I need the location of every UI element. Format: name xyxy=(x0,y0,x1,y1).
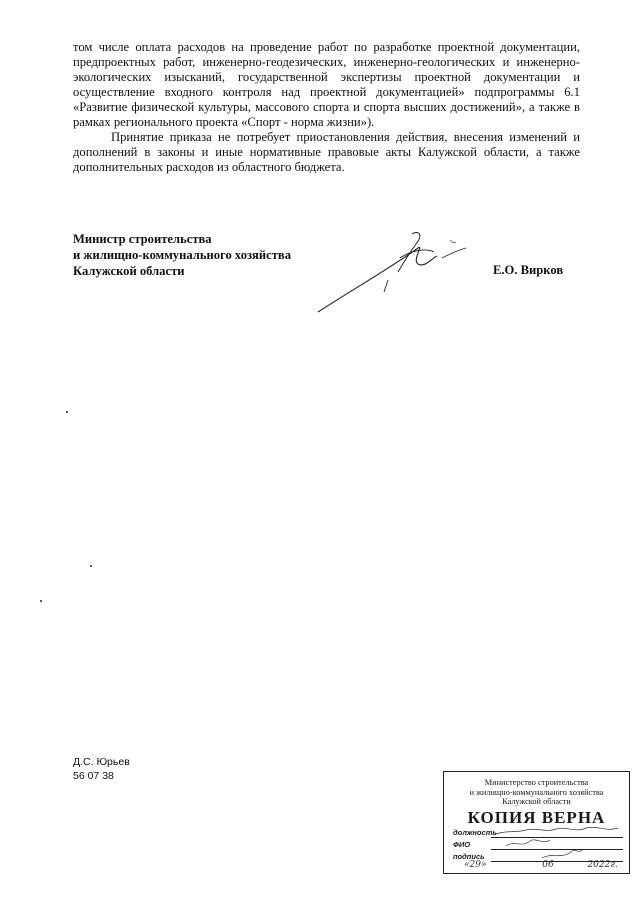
stamp-date-year-prefix: 20 xyxy=(587,860,599,870)
stamp-org-line-2: и жилищно-коммунального хозяйства xyxy=(469,787,604,797)
executor-info xyxy=(73,755,130,783)
stamp-org-line-3: Калужской области xyxy=(502,797,571,806)
signatory-title-line-1: Министр строительства xyxy=(73,232,212,246)
copy-certified-stamp xyxy=(443,771,630,874)
stamp-date-suffix: г. xyxy=(610,860,618,870)
signatory-title-line-3: Калужской области xyxy=(73,264,185,278)
stamp-heading: КОПИЯ ВЕРНА xyxy=(467,807,606,827)
scan-speck xyxy=(90,565,92,567)
executor-name: Д.С. Юрьев xyxy=(73,756,130,768)
signatory-name: Е.О. Вирков xyxy=(493,263,564,277)
stamp-organization xyxy=(444,778,629,807)
executor-phone: 56 07 38 xyxy=(73,770,114,782)
stamp-signature-label: подпись xyxy=(453,852,485,861)
stamp-date-day: 29 xyxy=(469,860,481,870)
handwritten-signature xyxy=(300,220,510,320)
stamp-fio-label: ФИО xyxy=(453,840,471,849)
scan-speck xyxy=(66,411,68,413)
body-text xyxy=(73,40,580,175)
stamp-date-month: 06 xyxy=(542,860,554,870)
stamp-handwriting xyxy=(492,824,624,864)
signatory-title xyxy=(73,231,291,279)
signatory-title-line-2: и жилищно-коммунального хозяйства xyxy=(73,248,292,262)
stamp-position-label: должность xyxy=(453,828,497,837)
stamp-date-year-suffix: 22 xyxy=(598,860,611,870)
paragraph-continuation: том числе оплата расходов на проведение работ по разработке проектной документации, предпроектных работ, инженерно-геодезических, инженерно-геологических и инженерно-экологических изысканий, государственной экспертизы проектной документации и осуществление входного контроля над проектной документацией» подпрограммы 6.1 «Развитие физической культуры, массового спорта и спорта высших достижений», а также в рамках регионального проекта «Спорт - норма жизни»). xyxy=(73,40,580,129)
paragraph-conclusion: Принятие приказа не потребует приостановления действия, внесения изменений и дополнений в законы и иные нормативные правовые акты Калужской области, а также дополнительных расходов из областного бюджета. xyxy=(73,130,580,174)
stamp-org-line-1: Министерство строительства xyxy=(484,778,589,787)
stamp-date-row: «29» 06 2022г. xyxy=(464,860,618,870)
scan-speck xyxy=(40,600,42,602)
